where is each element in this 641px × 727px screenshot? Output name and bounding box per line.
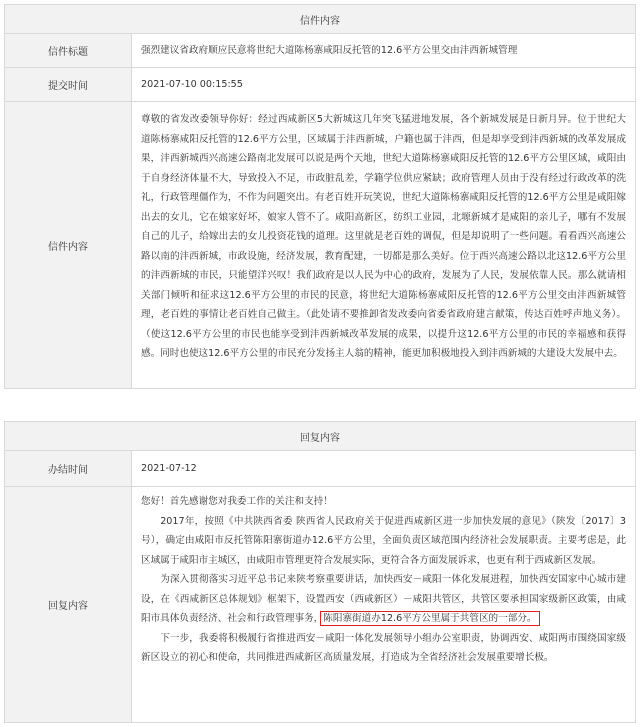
reply-header-text: 回复内容 [300, 432, 340, 444]
letter-content-cell [132, 102, 635, 388]
letter-header-text: 信件内容 [300, 15, 340, 27]
letter-title-label: 信件标题 [5, 34, 132, 67]
reply-date: 2021-07-12 [141, 462, 197, 474]
letter-title-row [5, 33, 635, 67]
reply-paragraph-4: 下一步，我委将积极履行省推进西安－咸阳一体化发展领导小组办公室职责，协调西安、咸阳两市围绕国家级新区设立的初心和使命，共同推进西咸新区高质量发展，打造成为全省经济社会发展重要增长极。 [141, 632, 626, 663]
reply-table [4, 421, 636, 723]
letter-table [4, 4, 636, 389]
reply-paragraph-3-text: 为深入贯彻落实习近平总书记来陕考察重要讲话，加快西安－咸阳一体化发展进程，加快西安国家中心城市建设，在《西咸新区总体规划》框架下，设置西安（西咸新区）－咸阳共管区，共管区要承担国家级新区政策，由咸阳市具体负责经济、社会和行政管理事务， [141, 574, 626, 624]
reply-header [5, 422, 635, 450]
letter-content: 尊敬的省发改委领导你好：经过西咸新区5大新城这几年突飞猛进地发展，各个新城发展是日新月异。位于世纪大道陈杨寨咸阳反托管的12.6平方公里，区域属于沣西新城，户籍也属于沣西，但是却享受到沣西新城的改革发展成果，沣西新城西兴高速公路南北发展可以说是两个天地，世纪大道陈杨寨咸阳反托管的12.6平方公里区域，咸阳由于自身经济体量不大，导致投入不足，市政脏乱差，学籍学位供应紧缺；政府管理人员由于没有经过行政改革的洗礼，行政管理僵作为，不作为问题突出。有老百姓开玩笑说，世纪大道陈杨寨咸阳反托管的12.6平方公里是咸阳嫁出去的女儿，它在娘家好坏，娘家人管不了。咸阳高新区，纺织工业园，北塬新城才是咸阳的亲儿子，哪有不发展自己的儿子，给嫁出去的女儿投资花钱的道理。这里就是老百姓的调侃，但是却说明了一些问题。看看西兴高速公路以南的沣西新城，市政设施，经济发展，教育配建，一切都是那么美好。位于西兴高速公路以北这12.6平方公里的沣西新城的市民，只能望洋兴叹！我们政府是以人民为中心的政府，发展为了人民，发展依靠人民。那么就请相关部门倾听和征求这12.6平方公里的市民的民意，将世纪大道陈杨寨咸阳反托管的12.6平方公里交由沣西新城管理，老百姓的事情让老百姓自己做主。（此处请不要推卸省发改委向省委省政府建言献策，传达百姓呼声地义务）。（使这12.6平方公里的市民也能享受到沣西新城改革发展的成果，以提升这12.6平方公里的市民的幸福感和获得感。同时也使这12.6平方公里的市民充分发扬主人翁的精神，能更加积极地投入到沣西新城的大建设大发展中去。 [141, 114, 626, 359]
letter-header [5, 5, 635, 33]
submit-time-row [5, 67, 635, 101]
reply-paragraph-3 [141, 570, 626, 629]
submit-time: 2021-07-10 00:15:55 [141, 78, 243, 90]
reply-content-label: 回复内容 [5, 487, 132, 722]
reply-date-label: 办结时间 [5, 451, 132, 486]
reply-paragraph-2: 2017年，按照《中共陕西省委 陕西省人民政府关于促进西咸新区进一步加快发展的意见》（陕发〔2017〕3号），确定由咸阳市反托管陈阳寨街道办12.6平方公里，全面负责区域范围内经济社会发展职责。主要考虑是，此区域属于咸阳市主城区，由咸阳市管理更符合发展实际，更符合各方面发展诉求，也更有利于西咸新区发展。 [141, 515, 626, 566]
letter-content-label: 信件内容 [5, 102, 132, 388]
reply-content-cell [132, 487, 635, 722]
letter-content-row [5, 101, 635, 388]
reply-date-row [5, 450, 635, 486]
reply-paragraph-1: 您好！首先感谢您对我委工作的关注和支持！ [141, 496, 333, 507]
highlighted-sentence: 陈阳寨街道办12.6平方公里属于共管区的一部分。 [320, 611, 539, 626]
submit-time-label: 提交时间 [5, 68, 132, 101]
reply-content-row [5, 486, 635, 722]
letter-title: 强烈建议省政府顺应民意将世纪大道陈杨寨咸阳反托管的12.6平方公里交由沣西新城管理 [141, 44, 518, 56]
